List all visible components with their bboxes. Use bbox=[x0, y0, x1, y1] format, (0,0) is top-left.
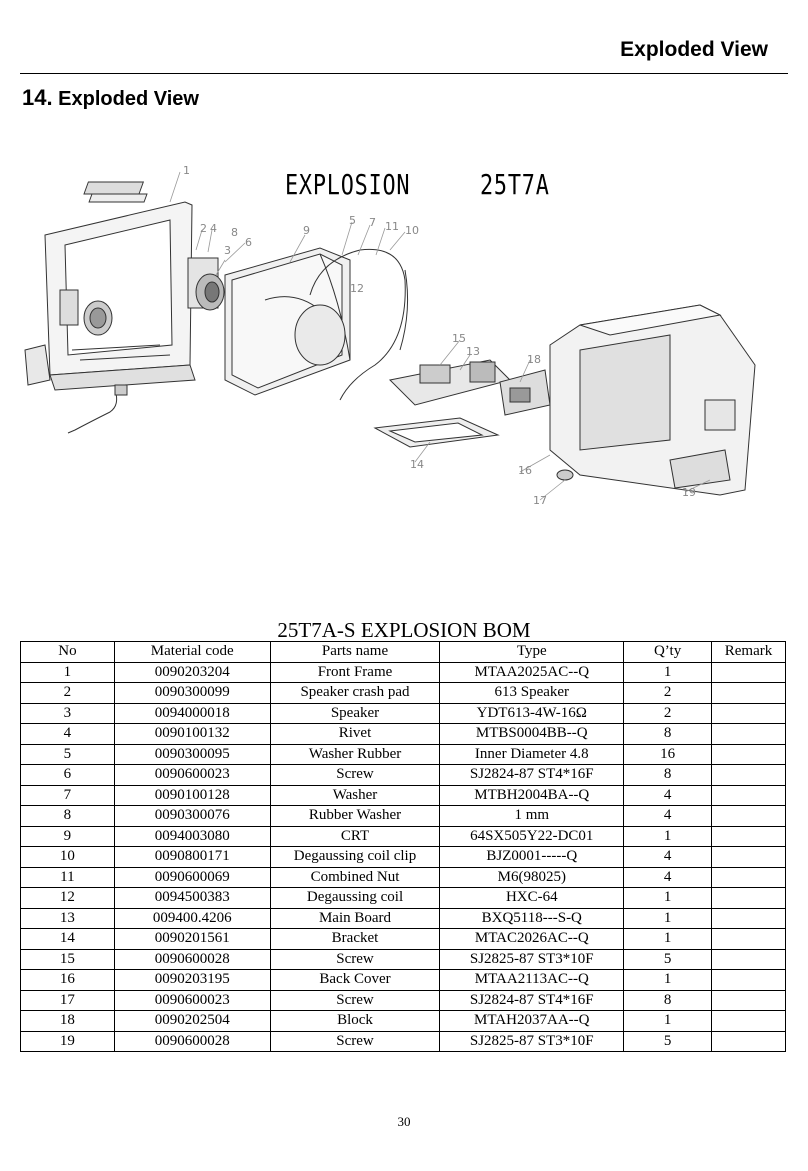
callout-label: 15 bbox=[452, 332, 466, 345]
material-code-cell: 0090203195 bbox=[114, 970, 270, 991]
remark-cell bbox=[712, 785, 786, 806]
type-cell: MTAA2025AC--Q bbox=[440, 662, 624, 683]
part-name-cell: Degaussing coil bbox=[270, 888, 440, 909]
section-title: Exploded View bbox=[58, 88, 199, 110]
item-number-cell: 15 bbox=[21, 949, 115, 970]
table-row bbox=[21, 765, 786, 786]
bom-header-row bbox=[21, 642, 786, 663]
callout-label: 7 bbox=[369, 216, 376, 229]
item-number-cell: 5 bbox=[21, 744, 115, 765]
material-code-cell: 0090600028 bbox=[114, 1031, 270, 1052]
table-row bbox=[21, 683, 786, 704]
quantity-cell: 1 bbox=[624, 929, 712, 950]
quantity-cell: 2 bbox=[624, 703, 712, 724]
top-button-strip bbox=[84, 182, 147, 202]
table-row bbox=[21, 990, 786, 1011]
type-cell: MTBH2004BA--Q bbox=[440, 785, 624, 806]
material-code-cell: 0090600023 bbox=[114, 990, 270, 1011]
material-code-cell: 009400.4206 bbox=[114, 908, 270, 929]
remark-cell bbox=[712, 929, 786, 950]
power-cord-drawing bbox=[68, 390, 117, 433]
quantity-cell: 1 bbox=[624, 662, 712, 683]
material-code-cell: 0090300095 bbox=[114, 744, 270, 765]
type-cell: SJ2825-87 ST3*10F bbox=[440, 949, 624, 970]
table-row bbox=[21, 785, 786, 806]
table-row bbox=[21, 806, 786, 827]
table-row bbox=[21, 908, 786, 929]
remark-cell bbox=[712, 888, 786, 909]
type-cell: BXQ5118---S-Q bbox=[440, 908, 624, 929]
quantity-cell: 4 bbox=[624, 806, 712, 827]
remark-cell bbox=[712, 1031, 786, 1052]
type-cell: Inner Diameter 4.8 bbox=[440, 744, 624, 765]
remark-cell bbox=[712, 724, 786, 745]
item-number-cell: 19 bbox=[21, 1031, 115, 1052]
quantity-cell: 4 bbox=[624, 867, 712, 888]
type-cell: SJ2824-87 ST4*16F bbox=[440, 990, 624, 1011]
part-name-cell: Washer bbox=[270, 785, 440, 806]
item-number-cell: 1 bbox=[21, 662, 115, 683]
block-drawing bbox=[500, 370, 550, 415]
part-name-cell: Screw bbox=[270, 990, 440, 1011]
material-code-cell: 0090100128 bbox=[114, 785, 270, 806]
quantity-cell: 1 bbox=[624, 970, 712, 991]
remark-cell bbox=[712, 703, 786, 724]
running-header-title: Exploded View bbox=[620, 38, 768, 61]
table-row bbox=[21, 744, 786, 765]
main-board-drawing bbox=[390, 360, 510, 405]
callout-label: 10 bbox=[405, 224, 419, 237]
material-code-cell: 0090800171 bbox=[114, 847, 270, 868]
callout-label: 13 bbox=[466, 345, 480, 358]
callout-label: 19 bbox=[682, 486, 696, 499]
callout-label: 1 bbox=[183, 164, 190, 177]
type-cell: 1 mm bbox=[440, 806, 624, 827]
material-code-cell: 0090201561 bbox=[114, 929, 270, 950]
crt-drawing bbox=[225, 248, 350, 395]
item-number-cell: 10 bbox=[21, 847, 115, 868]
material-code-cell: 0090600028 bbox=[114, 949, 270, 970]
type-cell: 64SX505Y22-DC01 bbox=[440, 826, 624, 847]
quantity-cell: 4 bbox=[624, 847, 712, 868]
callout-label: 12 bbox=[350, 282, 364, 295]
type-cell: MTAC2026AC--Q bbox=[440, 929, 624, 950]
item-number-cell: 8 bbox=[21, 806, 115, 827]
callout-label: 9 bbox=[303, 224, 310, 237]
table-row bbox=[21, 929, 786, 950]
part-name-cell: CRT bbox=[270, 826, 440, 847]
type-cell: 613 Speaker bbox=[440, 683, 624, 704]
bom-body bbox=[21, 662, 786, 1052]
remark-cell bbox=[712, 662, 786, 683]
item-number-cell: 18 bbox=[21, 1011, 115, 1032]
material-code-cell: 0090300076 bbox=[114, 806, 270, 827]
quantity-cell: 1 bbox=[624, 1011, 712, 1032]
type-cell: HXC-64 bbox=[440, 888, 624, 909]
quantity-cell: 8 bbox=[624, 990, 712, 1011]
item-number-cell: 16 bbox=[21, 970, 115, 991]
bom-table bbox=[20, 641, 786, 1052]
remark-cell bbox=[712, 847, 786, 868]
table-row bbox=[21, 1011, 786, 1032]
remark-cell bbox=[712, 1011, 786, 1032]
remark-cell bbox=[712, 949, 786, 970]
quantity-cell: 5 bbox=[624, 1031, 712, 1052]
table-row bbox=[21, 1031, 786, 1052]
remark-cell bbox=[712, 806, 786, 827]
material-code-cell: 0090100132 bbox=[114, 724, 270, 745]
item-number-cell: 14 bbox=[21, 929, 115, 950]
callout-label: 11 bbox=[385, 220, 399, 233]
material-code-cell: 0090600023 bbox=[114, 765, 270, 786]
callout-label: 16 bbox=[518, 464, 532, 477]
part-name-cell: Front Frame bbox=[270, 662, 440, 683]
table-row bbox=[21, 662, 786, 683]
item-number-cell: 11 bbox=[21, 867, 115, 888]
section-heading bbox=[22, 85, 199, 111]
column-header: No bbox=[21, 642, 115, 663]
type-cell: SJ2824-87 ST4*16F bbox=[440, 765, 624, 786]
quantity-cell: 8 bbox=[624, 765, 712, 786]
item-number-cell: 13 bbox=[21, 908, 115, 929]
diagram-title: EXPLOSION 25T7A bbox=[285, 168, 550, 201]
part-name-cell: Main Board bbox=[270, 908, 440, 929]
part-name-cell: Screw bbox=[270, 765, 440, 786]
table-row bbox=[21, 970, 786, 991]
callout-label: 18 bbox=[527, 353, 541, 366]
type-cell: MTAA2113AC--Q bbox=[440, 970, 624, 991]
type-cell: BJZ0001-----Q bbox=[440, 847, 624, 868]
part-name-cell: Screw bbox=[270, 949, 440, 970]
column-header: Q’ty bbox=[624, 642, 712, 663]
item-number-cell: 17 bbox=[21, 990, 115, 1011]
part-name-cell: Screw bbox=[270, 1031, 440, 1052]
material-code-cell: 0094000018 bbox=[114, 703, 270, 724]
remark-cell bbox=[712, 826, 786, 847]
column-header: Parts name bbox=[270, 642, 440, 663]
remark-cell bbox=[712, 744, 786, 765]
part-name-cell: Rubber Washer bbox=[270, 806, 440, 827]
callout-label: 2 bbox=[200, 222, 207, 235]
callout-label: 3 bbox=[224, 244, 231, 257]
quantity-cell: 1 bbox=[624, 888, 712, 909]
quantity-cell: 2 bbox=[624, 683, 712, 704]
type-cell: M6(98025) bbox=[440, 867, 624, 888]
part-name-cell: Block bbox=[270, 1011, 440, 1032]
item-number-cell: 4 bbox=[21, 724, 115, 745]
page-number: 30 bbox=[397, 1114, 411, 1129]
callout-label: 17 bbox=[533, 494, 547, 507]
table-row bbox=[21, 867, 786, 888]
item-number-cell: 7 bbox=[21, 785, 115, 806]
front-frame-drawing bbox=[25, 202, 195, 390]
callout-label: 4 bbox=[210, 222, 217, 235]
section-number: 14. bbox=[22, 85, 53, 110]
type-cell: YDT613-4W-16Ω bbox=[440, 703, 624, 724]
material-code-cell: 0090202504 bbox=[114, 1011, 270, 1032]
quantity-cell: 16 bbox=[624, 744, 712, 765]
material-code-cell: 0090300099 bbox=[114, 683, 270, 704]
remark-cell bbox=[712, 990, 786, 1011]
part-name-cell: Combined Nut bbox=[270, 867, 440, 888]
part-name-cell: Rivet bbox=[270, 724, 440, 745]
exploded-diagram bbox=[20, 150, 790, 520]
remark-cell bbox=[712, 908, 786, 929]
back-cover-drawing bbox=[550, 305, 755, 495]
material-code-cell: 0094003080 bbox=[114, 826, 270, 847]
header-rule bbox=[20, 73, 788, 74]
type-cell: MTBS0004BB--Q bbox=[440, 724, 624, 745]
table-row bbox=[21, 703, 786, 724]
callout-label: 6 bbox=[245, 236, 252, 249]
type-cell: MTAH2037AA--Q bbox=[440, 1011, 624, 1032]
callout-label: 5 bbox=[349, 214, 356, 227]
column-header: Material code bbox=[114, 642, 270, 663]
quantity-cell: 1 bbox=[624, 908, 712, 929]
bom-title: 25T7A-S EXPLOSION BOM bbox=[277, 618, 531, 642]
part-name-cell: Bracket bbox=[270, 929, 440, 950]
material-code-cell: 0090203204 bbox=[114, 662, 270, 683]
item-number-cell: 3 bbox=[21, 703, 115, 724]
column-header: Type bbox=[440, 642, 624, 663]
part-name-cell: Speaker bbox=[270, 703, 440, 724]
table-row bbox=[21, 847, 786, 868]
remark-cell bbox=[712, 765, 786, 786]
part-name-cell: Back Cover bbox=[270, 970, 440, 991]
remark-cell bbox=[712, 867, 786, 888]
callout-label: 8 bbox=[231, 226, 238, 239]
type-cell: SJ2825-87 ST3*10F bbox=[440, 1031, 624, 1052]
remark-cell bbox=[712, 970, 786, 991]
quantity-cell: 5 bbox=[624, 949, 712, 970]
remark-cell bbox=[712, 683, 786, 704]
quantity-cell: 4 bbox=[624, 785, 712, 806]
quantity-cell: 1 bbox=[624, 826, 712, 847]
quantity-cell: 8 bbox=[624, 724, 712, 745]
callout-label: 14 bbox=[410, 458, 424, 471]
item-number-cell: 12 bbox=[21, 888, 115, 909]
part-name-cell: Speaker crash pad bbox=[270, 683, 440, 704]
item-number-cell: 9 bbox=[21, 826, 115, 847]
item-number-cell: 2 bbox=[21, 683, 115, 704]
table-row bbox=[21, 888, 786, 909]
speaker-drawing bbox=[188, 258, 224, 310]
table-row bbox=[21, 724, 786, 745]
part-name-cell: Washer Rubber bbox=[270, 744, 440, 765]
bracket-drawing bbox=[375, 418, 498, 447]
material-code-cell: 0094500383 bbox=[114, 888, 270, 909]
column-header: Remark bbox=[712, 642, 786, 663]
material-code-cell: 0090600069 bbox=[114, 867, 270, 888]
part-name-cell: Degaussing coil clip bbox=[270, 847, 440, 868]
item-number-cell: 6 bbox=[21, 765, 115, 786]
table-row bbox=[21, 826, 786, 847]
table-row bbox=[21, 949, 786, 970]
